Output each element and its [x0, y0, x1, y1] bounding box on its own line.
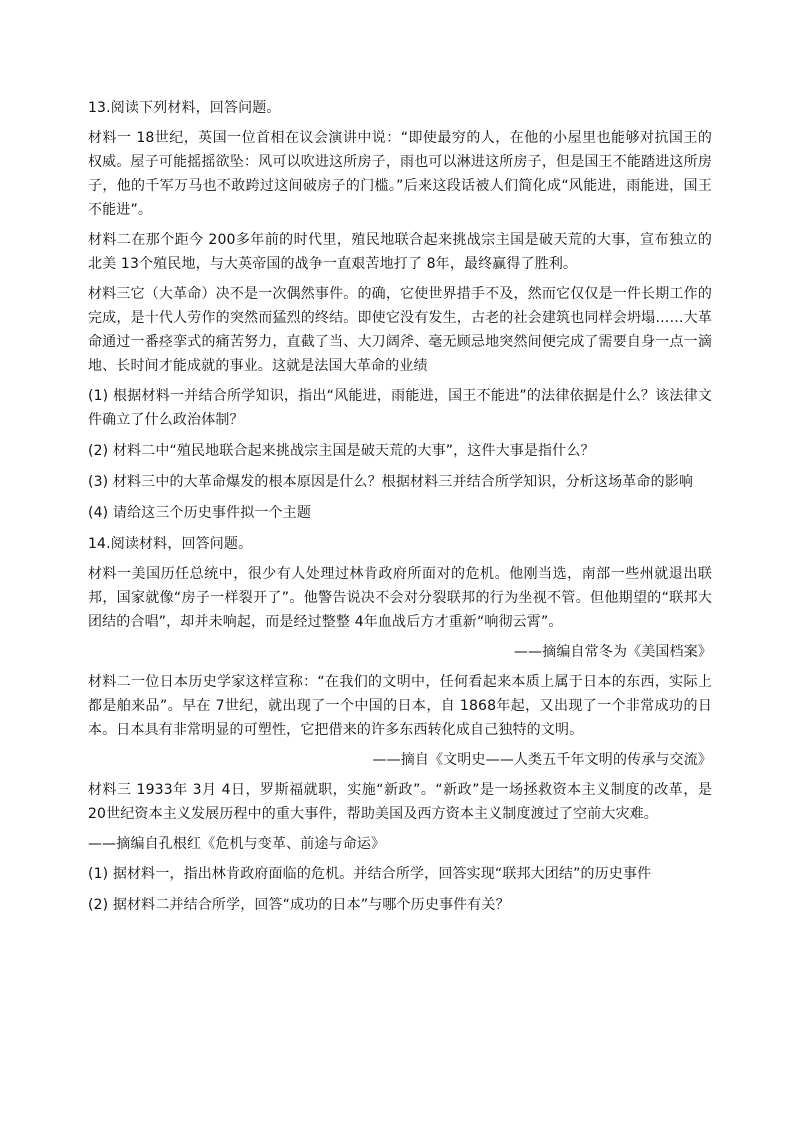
q14-material-1: 材料一美国历任总统中，很少有人处理过林肯政府所面对的危机。他刚当选，南部一些州就退出联邦，国家就像“房子一样裂开了”。他警告说决不会对分裂联邦的行为坐视不管。但他期望的“联邦大团结的合唱”，却并未响起，而是经过整整 4年血战后方才重新“响彻云霄”。: [88, 566, 712, 630]
q13-material-2: 材料二在那个距今 200多年前的时代里，殖民地联合起来挑战宗主国是破天荒的大事，宣布独立的北美 13个殖民地，与大英帝国的战争一直艰苦地打了 8年，最终赢得了胜利。: [88, 232, 712, 272]
q14-material-3-source: ——摘编自孔根红《危机与变革、前途与命运》: [88, 836, 386, 852]
q14-material-2-source: ——摘自《文明史——人类五千年文明的传承与交流》: [372, 752, 712, 768]
q14-material-3: 材料三 1933年 3月 4日，罗斯福就职，实施“新政”。“新政”是一场拯救资本主义制度的改革，是 20世纪资本主义发展历程中的重大事件，帮助美国及西方资本主义制度渡过了空前大灾难。: [88, 782, 712, 822]
q14-sub-question-2: (2) 据材料二并结合所学，回答“成功的日本”与哪个历史事件有关？: [88, 897, 510, 913]
q13-sub-question-4: (4) 请给这三个历史事件拟一个主题: [88, 505, 311, 521]
question-13-heading: 13.阅读下列材料，回答问题。: [88, 100, 281, 116]
document-page: [88, 96, 712, 924]
q14-material-2: 材料二一位日本历史学家这样宣称：“在我们的文明中，任何看起来本质上属于日本的东西，实际上都是舶来品”。早在 7世纪，就出现了一个中国的日本，自 1868年起，又出现了一个非常成功的日本。日本具有非常明显的可塑性，它把借来的许多东西转化成自己独特的文明。: [88, 674, 712, 738]
q14-material-1-source: ——摘编自常冬为《美国档案》: [513, 644, 712, 660]
q13-sub-question-2: (2) 材料二中“殖民地联合起来挑战宗主国是破天荒的大事”，这件大事是指什么？: [88, 443, 595, 459]
q13-material-3: 材料三它（大革命）决不是一次偶然事件。的确，它使世界措手不及，然而它仅仅是一件长期工作的完成，是十代人劳作的突然而猛烈的终结。即使它没有发生，古老的社会建筑也同样会坍塌……大革命通过一番痉挛式的痛苦努力，直截了当、大刀阔斧、毫无顾忌地突然间便完成了需要自身一点一滴地、长时间才能成就的事业。这就是法国大革命的业绩: [88, 286, 712, 374]
q14-sub-question-1: (1) 据材料一，指出林肯政府面临的危机。并结合所学，回答实现“联邦大团结”的历史事件: [88, 866, 652, 882]
q13-material-1: 材料一 18世纪，英国一位首相在议会演讲中说：“即使最穷的人，在他的小屋里也能够对抗国王的权威。屋子可能摇摇欲坠：风可以吹进这所房子，雨也可以淋进这所房子，但是国王不能踏进这所房子，他的千军万马也不敢跨过这间破房子的门槛。”后来这段话被人们简化成“风能进，雨能进，国王不能进”。: [88, 130, 712, 218]
question-14-heading: 14.阅读材料，回答问题。: [88, 536, 253, 552]
q13-sub-question-3: (3) 材料三中的大革命爆发的根本原因是什么？根据材料三并结合所学知识，分析这场革命的影响: [88, 474, 694, 490]
q13-sub-question-1: (1) 根据材料一并结合所学知识，指出“风能进，雨能进，国王不能进”的法律依据是什么？该法律文件确立了什么政治体制？: [88, 388, 712, 428]
